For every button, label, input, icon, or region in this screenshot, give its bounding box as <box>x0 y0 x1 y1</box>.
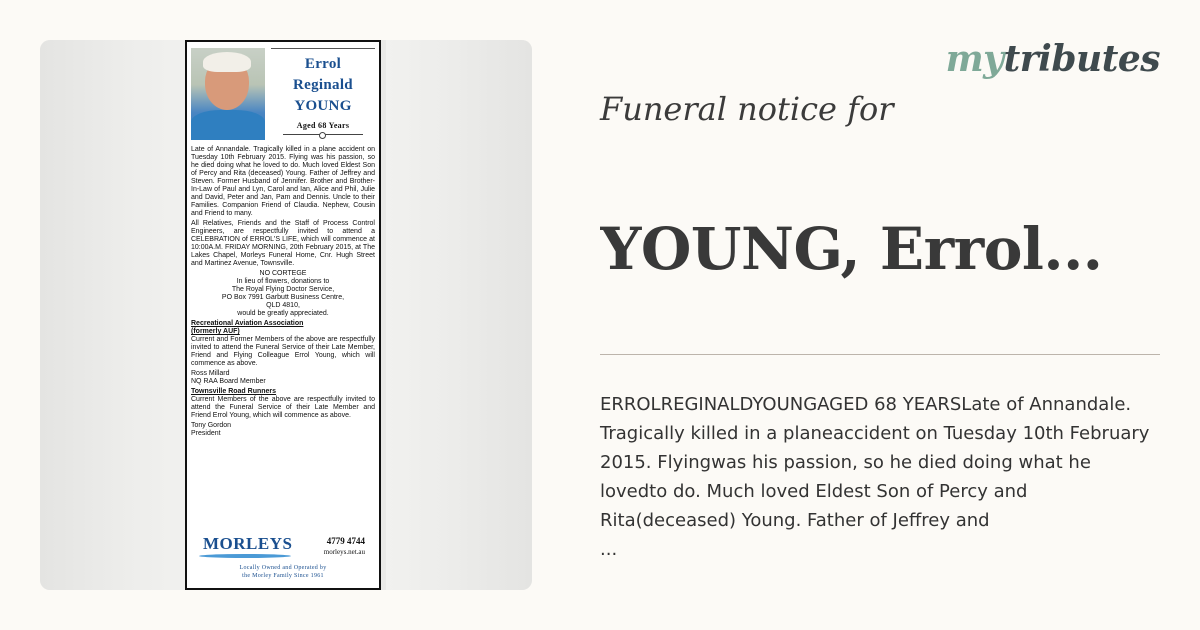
ornament-divider <box>283 134 363 140</box>
flowers-line-3: PO Box 7991 Garbutt Business Centre, <box>221 294 345 301</box>
funeral-home-logo: MORLEYS <box>203 534 293 553</box>
notice-image-panel <box>40 40 532 590</box>
flowers-line-2: The Royal Flying Doctor Service, <box>231 286 335 293</box>
excerpt-text: ERROLREGINALDYOUNGAGED 68 YEARSLate of Annandale. Tragically killed in a planeaccident on Tuesday 10th February 2015. Flyingwas his passion, so he died doing what he lovedto do. Much loved Eldest Son of Percy and Rita(deceased) Young. Father of Jeffrey and <box>600 394 1150 531</box>
deceased-name-title: YOUNG, Errol... <box>600 215 1103 283</box>
tagline-line-2: the Morley Family Since 1961 <box>242 573 324 579</box>
org2-title: Townsville Road Runners <box>191 388 277 395</box>
excerpt-ellipsis: ... <box>600 539 618 560</box>
mytributes-logo[interactable] <box>946 38 1160 80</box>
divider <box>600 354 1160 355</box>
notice-name-box <box>271 48 375 144</box>
org1-signature-role: NQ RAA Board Member <box>191 378 266 385</box>
funeral-home-footer <box>191 532 375 584</box>
deceased-photo <box>191 48 265 140</box>
logo-swoosh <box>199 554 291 558</box>
flowers-line-1: In lieu of flowers, donations to <box>236 278 330 285</box>
org1-title: Recreational Aviation Association <box>191 320 304 327</box>
flowers-line-4: QLD 4810, <box>266 302 300 309</box>
logo-tributes: tributes <box>1003 38 1160 80</box>
funeral-home-tagline <box>191 564 375 580</box>
notice-body <box>191 146 375 438</box>
org2-text: Current Members of the above are respectfully invited to attend the Funeral Service of their Late Member and Friend Errol Young, which will commence as above. <box>191 396 375 419</box>
notice-header <box>191 48 375 144</box>
org1-text: Current and Former Members of the above are respectfully invited to attend the Funeral Service of their Late Member, Friend and Flying Colleague Errol Young, which will commence as above. <box>191 336 375 367</box>
blurred-background-left <box>40 40 186 590</box>
org1-signature-name: Ross Millard <box>191 370 230 377</box>
funeral-home-phone: 4779 4744 <box>326 536 365 546</box>
notice-first-name: Errol <box>304 56 342 72</box>
notice-middle-name: Reginald <box>293 77 353 93</box>
flowers-line-5: would be greatly appreciated. <box>237 310 329 317</box>
funeral-home-website: morleys.net.au <box>323 548 365 556</box>
org1-subtitle: (formerly AUF) <box>191 328 240 335</box>
notice-excerpt <box>600 390 1162 564</box>
notice-paragraph-service: All Relatives, Friends and the Staff of Process Control Engineers, are respectfully invited to attend a CELEBRATION of ERROL'S LIFE, which will commence at 10:00A.M. FRIDAY MORNING, 20th February 2015, at The Lakes Chapel, Morleys Funeral Home, Cnr. Hugh Street and Martinez Avenue, Townsville. <box>191 220 375 267</box>
blurred-background-right <box>386 40 532 590</box>
org2-signature-role: President <box>191 430 221 437</box>
logo-my: my <box>945 38 1004 80</box>
tagline-line-1: Locally Owned and Operated by <box>239 565 327 571</box>
org2-signature-name: Tony Gordon <box>191 422 232 429</box>
notice-age: Aged 68 Years <box>296 121 350 130</box>
notice-surname: YOUNG <box>294 98 352 114</box>
no-cortege: NO CORTEGE <box>259 270 307 277</box>
funeral-notice-image <box>185 40 381 590</box>
subheading: Funeral notice for <box>600 90 894 128</box>
notice-paragraph-family: Late of Annandale. Tragically killed in a plane accident on Tuesday 10th February 2015. Flying was his passion, so he died doing what he loved to do. Much loved Eldest Son of Percy and Rita (deceased) Young. Father of Jeffrey and Steven. Former Husband of Jennifer. Brother and Brother-In-Law of Paul and Lyn, Carol and Ian, Alice and Phil, Julie and David, Peter and Jan, Pam and Dennis. Uncle to their Families. Companion Friend of Claudia. Nephew, Cousin and Friend to many. <box>191 146 375 217</box>
